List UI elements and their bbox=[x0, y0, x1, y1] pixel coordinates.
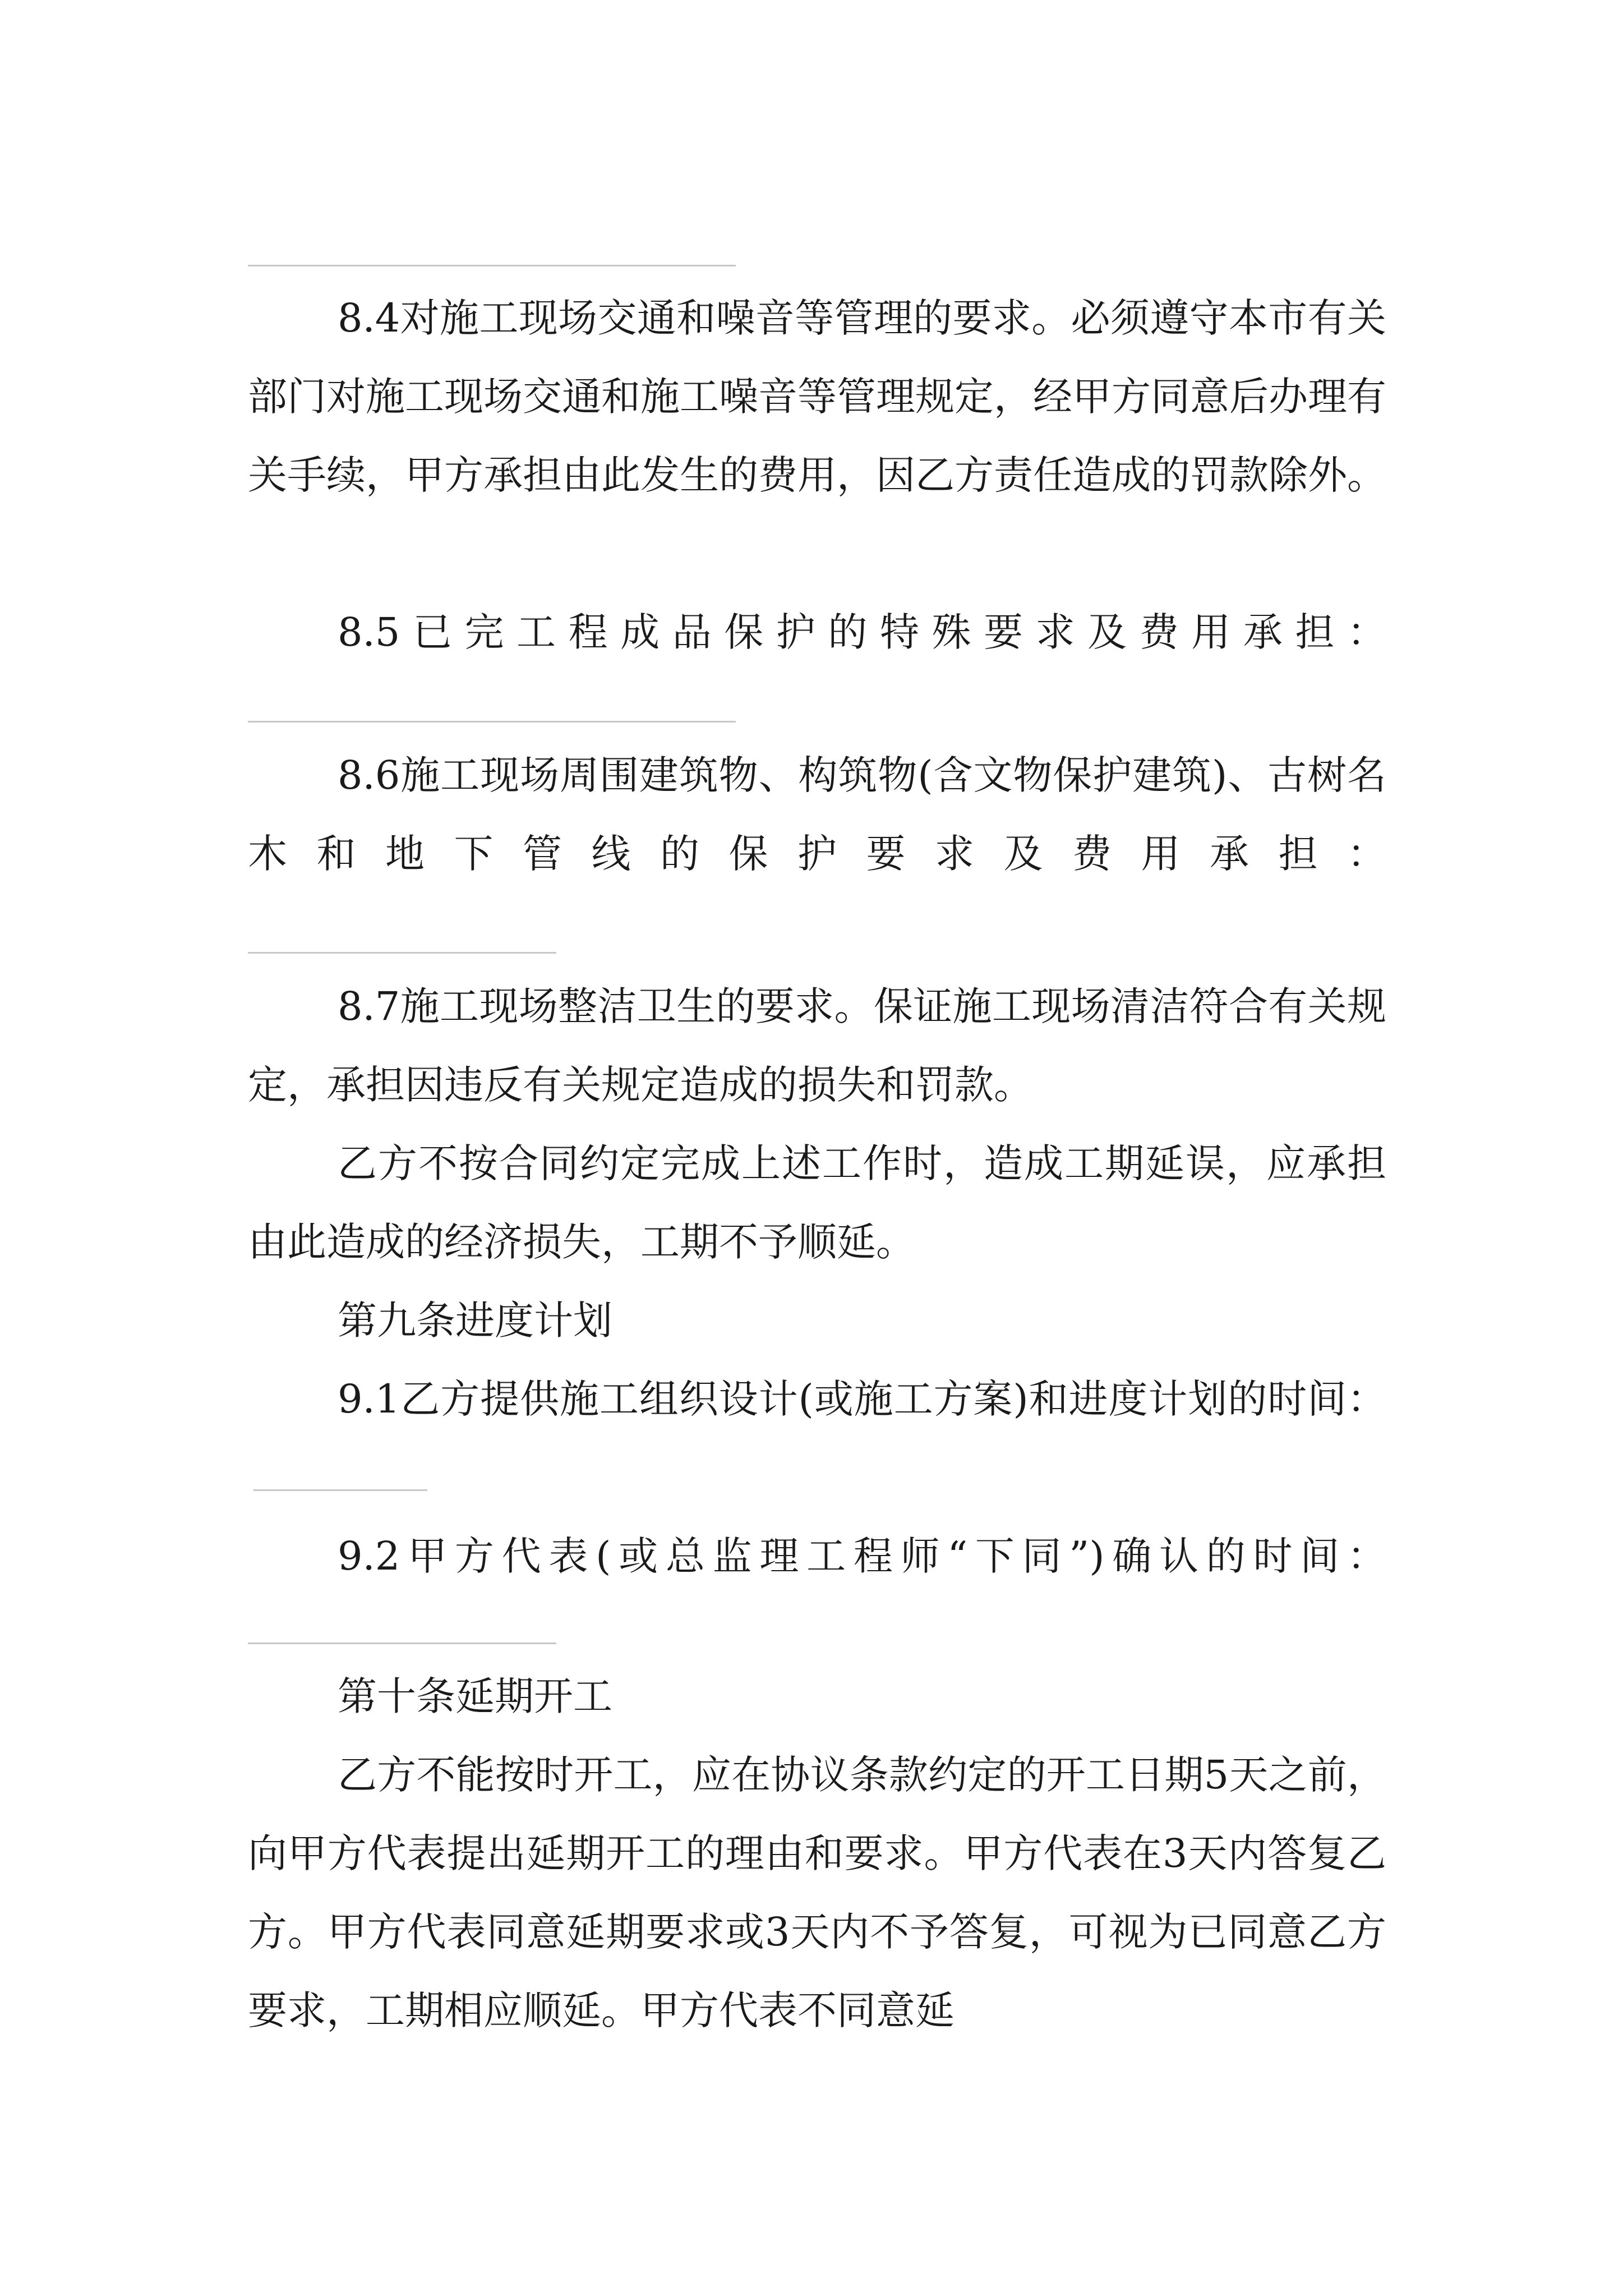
clause-9-1-text: 9.1乙方提供施工组织设计(或施工方案)和进度计划的时间： bbox=[338, 1376, 1386, 1422]
article-9-heading: 第九条进度计划 bbox=[338, 1297, 612, 1343]
clause-8-7: 8.7施工现场整洁卫生的要求。保证施工现场清洁符合有关规定，承担因违反有关规定造成的损失和罚款。 bbox=[248, 983, 1386, 1108]
fill-in-blank-line bbox=[253, 1456, 427, 1491]
article-10-heading: 第十条延期开工 bbox=[338, 1673, 612, 1719]
fill-in-blank-line bbox=[248, 265, 736, 266]
fill-in-blank-line bbox=[248, 1642, 556, 1644]
clause-8-4: 8.4对施工现场交通和噪音等管理的要求。必须遵守本市有关部门对施工现场交通和施工噪音等管理规定，经甲方同意后办理有关手续，甲方承担由此发生的费用，因乙方责任造成的罚款除外。 bbox=[248, 295, 1386, 498]
fill-in-blank-line bbox=[248, 721, 736, 723]
clause-10: 乙方不能按时开工，应在协议条款约定的开工日期5天之前，向甲方代表提出延期开工的理由和要求。甲方代表在3天内答复乙方。甲方代表同意延期要求或3天内不予答复，可视为已同意乙方要求，工期相应顺延。甲方代表不同意延 bbox=[248, 1752, 1386, 2033]
delay-liability-paragraph: 乙方不按合同约定完成上述工作时，造成工期延误，应承担由此造成的经济损失，工期不予顺延。 bbox=[248, 1140, 1386, 1265]
clause-9-2: 9.2甲方代表(或总监理工程师“下同”)确认的时间： bbox=[338, 1533, 1386, 1579]
clause-8-6: 8.6施工现场周围建筑物、构筑物(含文物保护建筑)、古树名木和地下管线的保护要求及费用承担： bbox=[248, 752, 1386, 877]
clause-9-1 bbox=[248, 1360, 1386, 1517]
fill-in-blank-line bbox=[248, 952, 556, 954]
clause-8-5: 8.5已完工程成品保护的特殊要求及费用承担： bbox=[338, 609, 1386, 655]
